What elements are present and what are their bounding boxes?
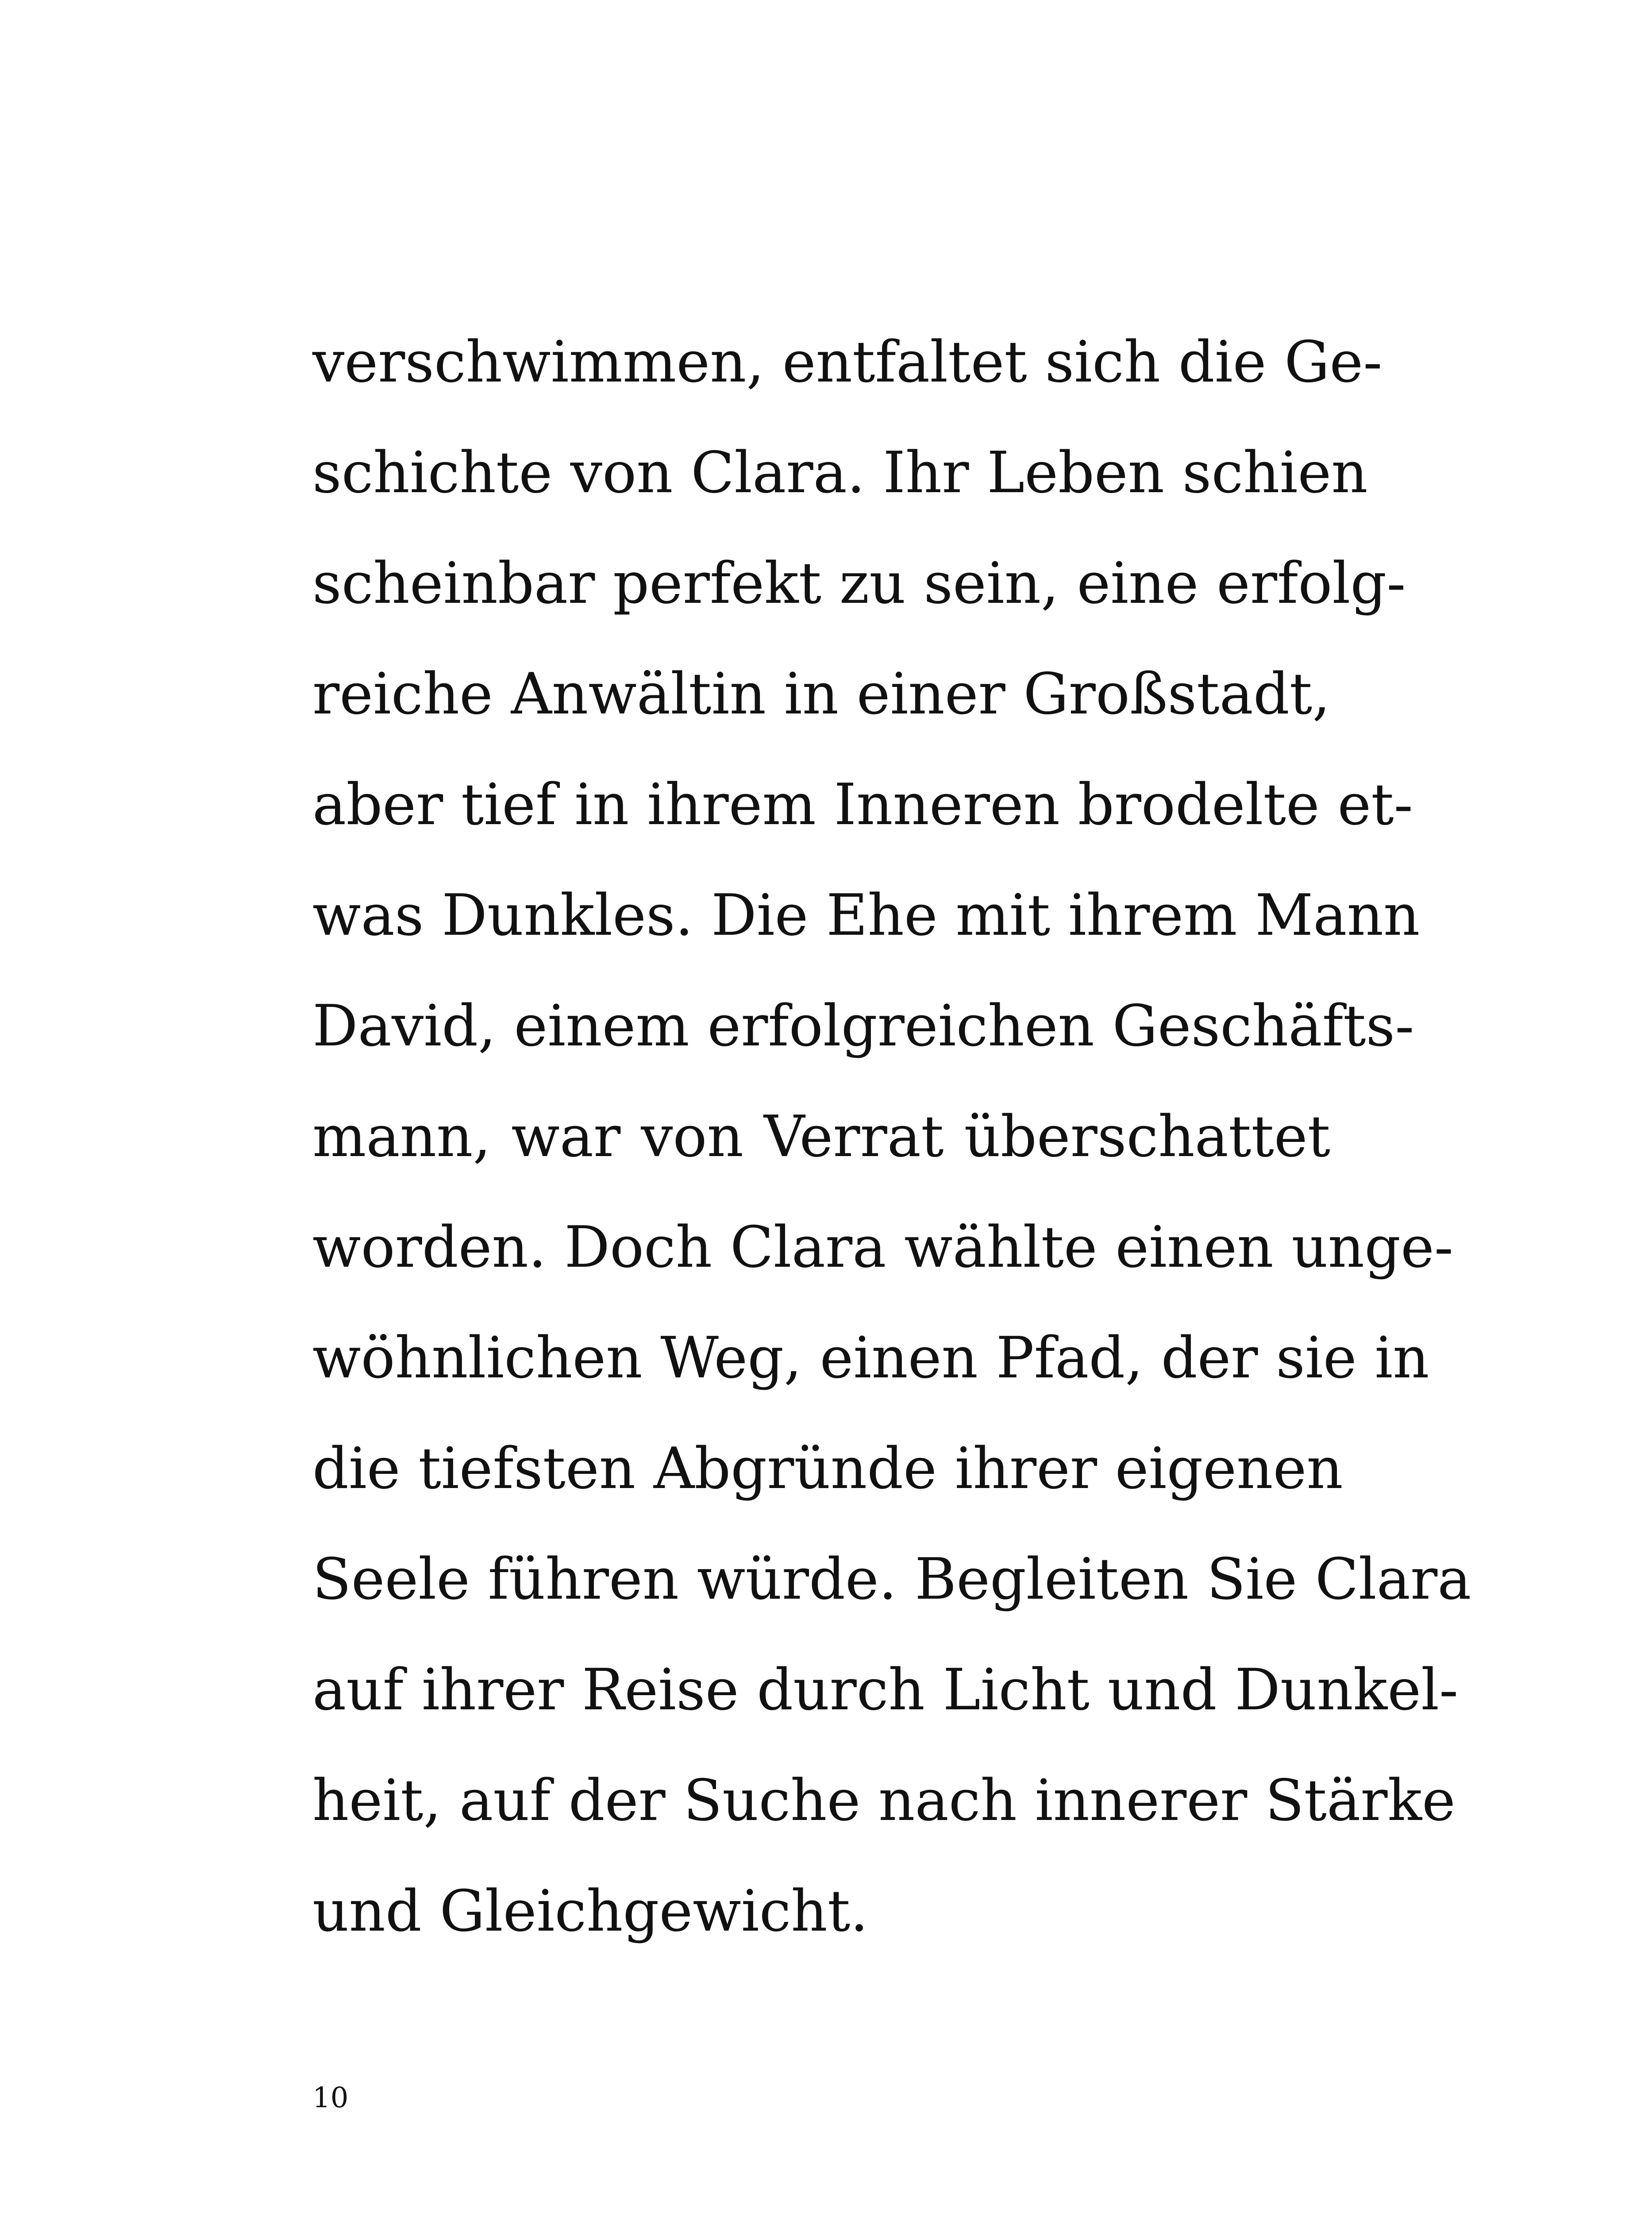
text-line: aber tief in ihrem Inneren brodelte et- — [312, 772, 1413, 838]
text-line: David, einem erfolgreichen Geschäfts- — [312, 993, 1414, 1059]
text-line: schichte von Clara. Ihr Leben schien — [312, 440, 1368, 506]
body-text — [312, 307, 1471, 1967]
text-line: und Gleichgewicht. — [312, 1878, 868, 1944]
text-line: Seele führen würde. Begleiten Sie Clara — [312, 1546, 1471, 1612]
text-line: wöhnlichen Weg, einen Pfad, der sie in — [312, 1325, 1429, 1391]
text-line: heit, auf der Suche nach innerer Stärke — [312, 1768, 1456, 1834]
text-line: scheinbar perfekt zu sein, eine erfolg- — [312, 551, 1406, 617]
text-line: die tiefsten Abgründe ihrer eigenen — [312, 1436, 1343, 1502]
text-line: mann, war von Verrat überschattet — [312, 1104, 1330, 1170]
text-line: auf ihrer Reise durch Licht und Dunkel- — [312, 1657, 1459, 1723]
text-line: was Dunkles. Die Ehe mit ihrem Mann — [312, 883, 1420, 948]
text-line: verschwimmen, entfaltet sich die Ge- — [312, 329, 1382, 395]
text-line: worden. Doch Clara wählte einen unge- — [312, 1214, 1454, 1280]
text-line: reiche Anwältin in einer Großstadt, — [312, 661, 1330, 727]
page-number: 10 — [312, 2082, 349, 2114]
